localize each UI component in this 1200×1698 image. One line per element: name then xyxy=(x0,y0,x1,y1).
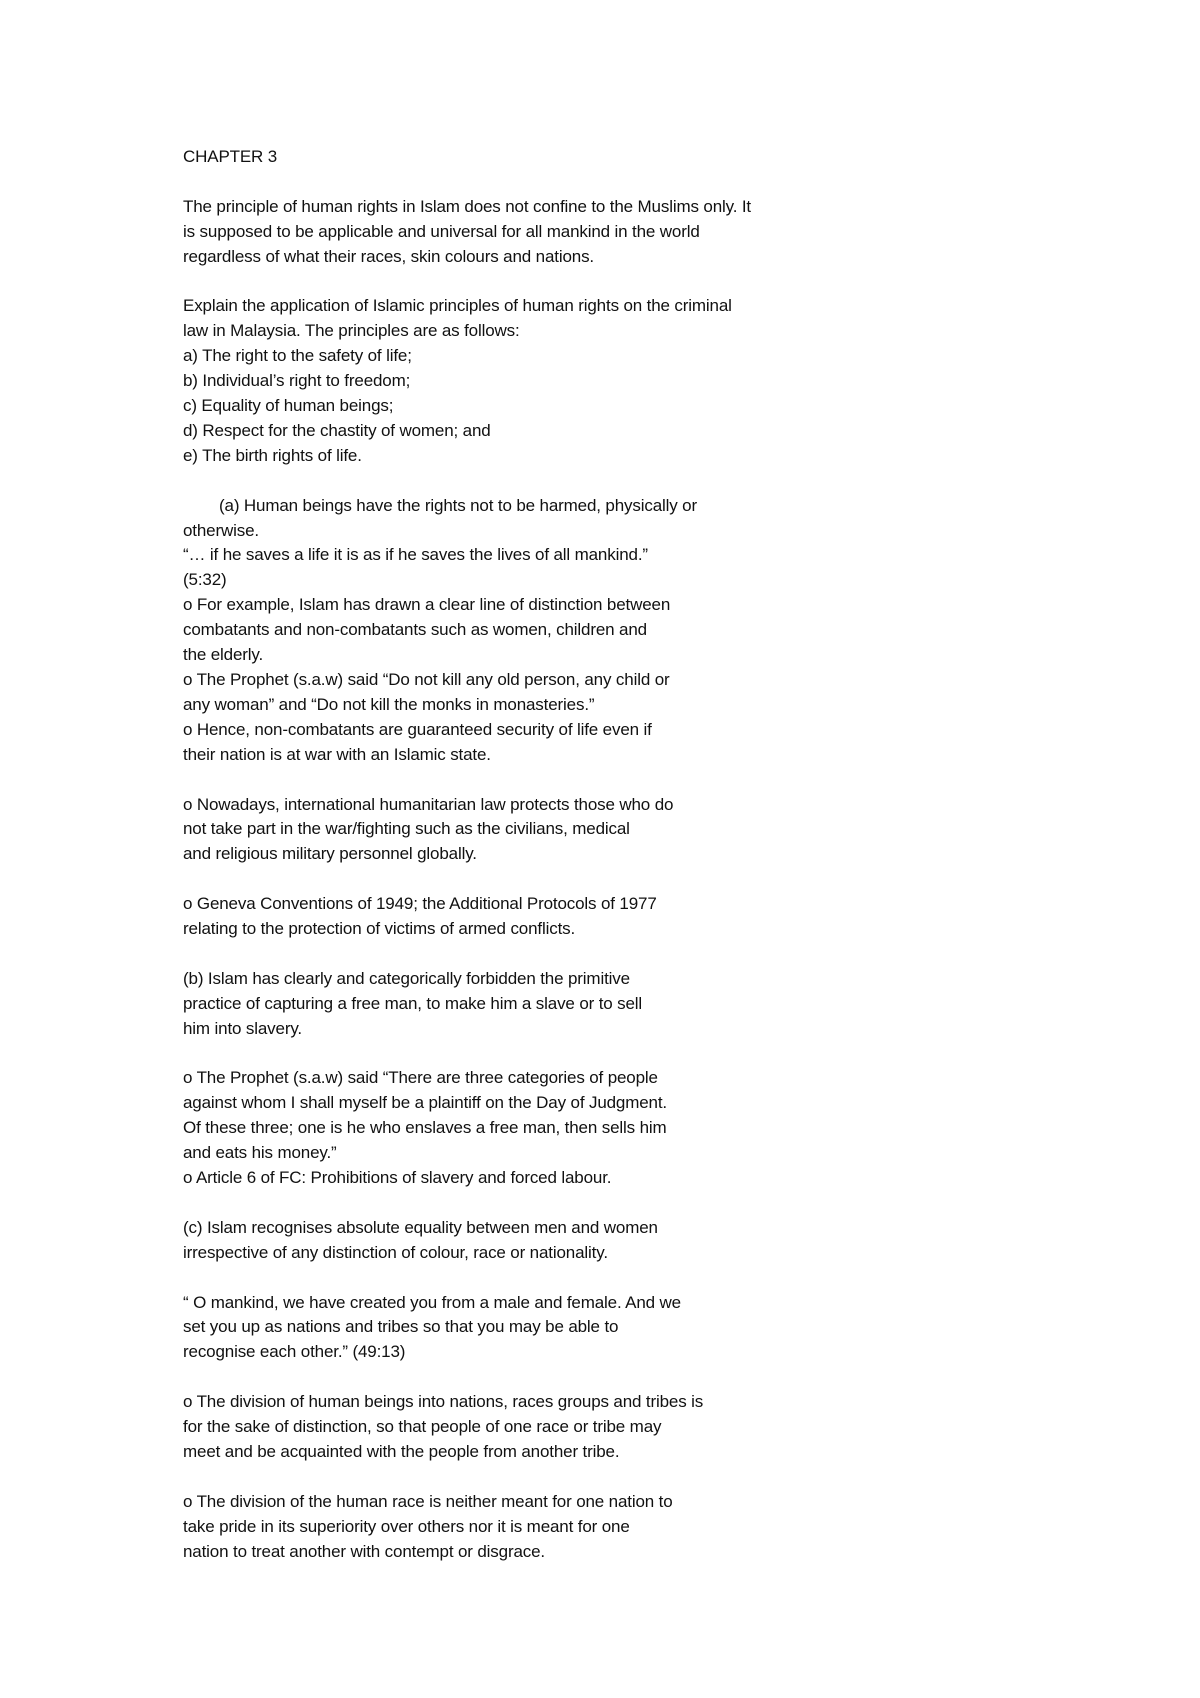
principle-list-item: e) The birth rights of life. xyxy=(183,445,362,465)
blank-line xyxy=(183,170,1063,195)
blank-line xyxy=(183,1465,1063,1490)
bullet-line: o The division of human beings into nations, races groups and tribes is xyxy=(183,1392,704,1412)
blank-line xyxy=(183,469,1063,494)
document-page xyxy=(183,145,1063,1564)
intro-paragraph-line: regardless of what their races, skin colours and nations. xyxy=(183,246,594,266)
section-b-line: practice of capturing a free man, to make him a slave or to sell xyxy=(183,993,643,1013)
principle-list-item: c) Equality of human beings; xyxy=(183,396,394,416)
bullet-line: for the sake of distinction, so that people of one race or tribe may xyxy=(183,1417,662,1437)
blank-line xyxy=(183,1266,1063,1291)
question-line: law in Malaysia. The principles are as follows: xyxy=(183,321,520,341)
principle-list-item: d) Respect for the chastity of women; and xyxy=(183,420,491,440)
bullet-line: o The Prophet (s.a.w) said “Do not kill any old person, any child or xyxy=(183,669,670,689)
bullet-line: and religious military personnel globally. xyxy=(183,844,477,864)
question-line: Explain the application of Islamic principles of human rights on the criminal xyxy=(183,296,732,316)
blank-line xyxy=(183,1191,1063,1216)
bullet-line: Of these three; one is he who enslaves a free man, then sells him xyxy=(183,1118,667,1138)
quote-line: recognise each other.” (49:13) xyxy=(183,1342,406,1362)
bullet-line: the elderly. xyxy=(183,645,264,665)
blank-line xyxy=(183,1365,1063,1390)
chapter-heading: CHAPTER 3 xyxy=(183,147,278,166)
section-a-line: otherwise. xyxy=(183,520,259,540)
bullet-line: not take part in the war/fighting such as the civilians, medical xyxy=(183,819,630,839)
section-b-heading: (b) Islam has clearly and categorically forbidden the primitive xyxy=(183,968,630,988)
intro-paragraph-line: is supposed to be applicable and universal for all mankind in the world xyxy=(183,221,700,241)
blank-line xyxy=(183,942,1063,967)
bullet-line: o Hence, non-combatants are guaranteed security of life even if xyxy=(183,719,652,739)
section-a-heading: (a) Human beings have the rights not to be harmed, physically or xyxy=(219,495,697,515)
blank-line xyxy=(183,867,1063,892)
bullet-line: o The division of the human race is neither meant for one nation to xyxy=(183,1491,673,1511)
bullet-line: and eats his money.” xyxy=(183,1143,337,1163)
quote-line: “… if he saves a life it is as if he saves the lives of all mankind.” xyxy=(183,545,648,565)
quote-line: set you up as nations and tribes so that you may be able to xyxy=(183,1317,619,1337)
bullet-line: against whom I shall myself be a plaintiff on the Day of Judgment. xyxy=(183,1093,667,1113)
section-c-heading: (c) Islam recognises absolute equality between men and women xyxy=(183,1217,658,1237)
bullet-line: any woman” and “Do not kill the monks in monasteries.” xyxy=(183,694,595,714)
blank-line xyxy=(183,270,1063,295)
bullet-line: relating to the protection of victims of armed conflicts. xyxy=(183,919,576,939)
bullet-line: o Geneva Conventions of 1949; the Additional Protocols of 1977 xyxy=(183,894,657,914)
bullet-line: o Article 6 of FC: Prohibitions of slavery and forced labour. xyxy=(183,1168,612,1188)
bullet-line: nation to treat another with contempt or disgrace. xyxy=(183,1541,545,1561)
blank-line xyxy=(183,1042,1063,1067)
bullet-line: take pride in its superiority over others nor it is meant for one xyxy=(183,1516,630,1536)
quote-line: “ O mankind, we have created you from a male and female. And we xyxy=(183,1292,681,1312)
bullet-line: o Nowadays, international humanitarian law protects those who do xyxy=(183,794,674,814)
section-b-line: him into slavery. xyxy=(183,1018,303,1038)
principle-list-item: a) The right to the safety of life; xyxy=(183,346,412,366)
principle-list-item: b) Individual’s right to freedom; xyxy=(183,371,411,391)
quote-reference: (5:32) xyxy=(183,570,227,590)
bullet-line: meet and be acquainted with the people from another tribe. xyxy=(183,1441,620,1461)
blank-line xyxy=(183,768,1063,793)
intro-paragraph-line: The principle of human rights in Islam does not confine to the Muslims only. It xyxy=(183,196,752,216)
section-c-line: irrespective of any distinction of colour, race or nationality. xyxy=(183,1242,608,1262)
bullet-line: o For example, Islam has drawn a clear line of distinction between xyxy=(183,595,671,615)
bullet-line: o The Prophet (s.a.w) said “There are three categories of people xyxy=(183,1068,658,1088)
bullet-line: combatants and non-combatants such as women, children and xyxy=(183,620,647,640)
bullet-line: their nation is at war with an Islamic state. xyxy=(183,744,491,764)
